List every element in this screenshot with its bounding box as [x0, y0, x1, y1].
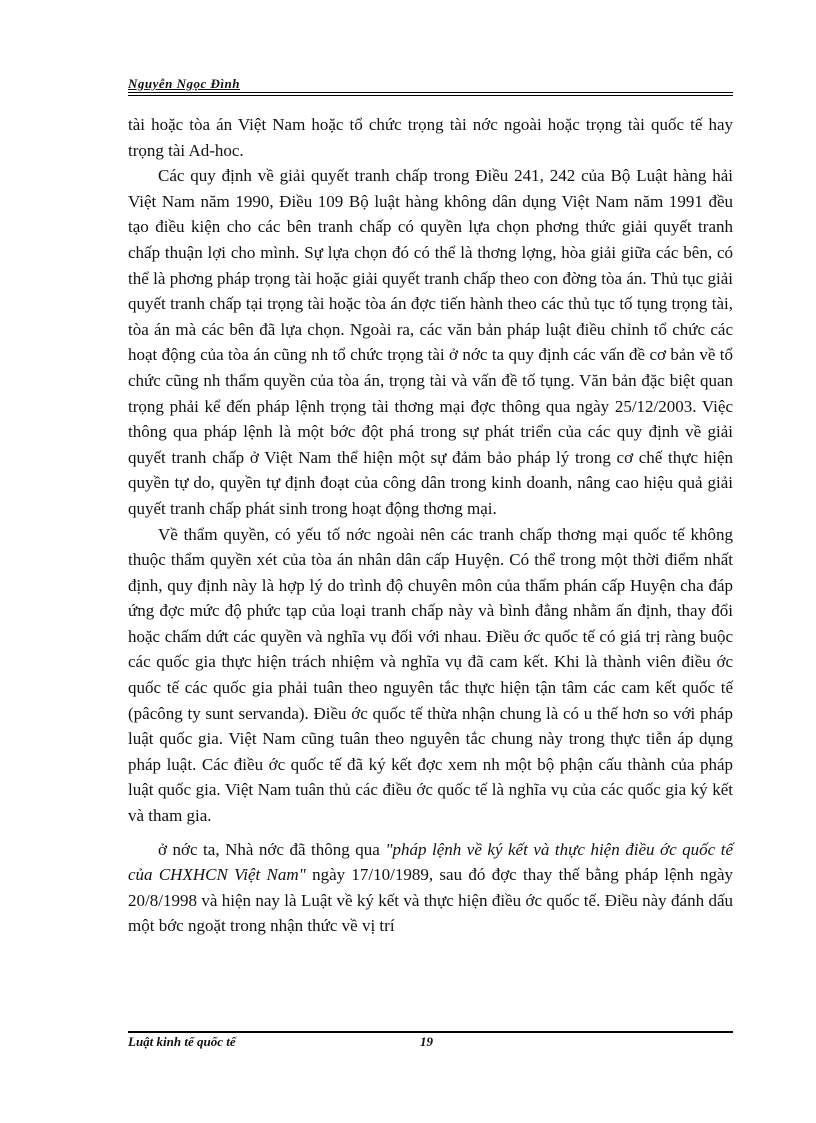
- paragraph-2: Các quy định về giải quyết tranh chấp trong Điều 241, 242 của Bộ Luật hàng hải Việt Nam năm 1990, Điều 109 Bộ luật hàng không dân dụng Việt Nam năm 1991 đều tạo điều kiện cho các bên tranh chấp có quyền lựa chọn phơng thức giải quyết tranh chấp thuận lợi cho mình. Sự lựa chọn đó có thể là thơng lợng, hòa giải giữa các bên, có thể là phơng pháp trọng tài hoặc giải quyết tranh chấp theo con đờng tòa án. Thủ tục giải quyết tranh chấp tại trọng tài hoặc tòa án đợc tiến hành theo các thủ tục tố tụng trọng tài, tòa án mà các bên đã lựa chọn. Ngoài ra, các văn bản pháp luật điều chỉnh tổ chức các hoạt động của tòa án cũng nh tổ chức trọng tài ở nớc ta quy định các vấn đề cơ bản về tổ chức cũng nh thẩm quyền của tòa án, trọng tài và vấn đề tố tụng. Văn bản đặc biệt quan trọng phải kể đến pháp lệnh trọng tài thơng mại đợc thông qua ngày 25/12/2003. Việc thông qua pháp lệnh là một bớc đột phá trong sự phát triển của các quy định về giải quyết tranh chấp ở Việt Nam thể hiện một sự đảm bảo pháp lý trong cơ chế thực hiện quyền tự do, quyền tự định đoạt của công dân trong kinh doanh, nâng cao hiệu quả giải quyết tranh chấp phát sinh trong hoạt động thơng mại.: [128, 166, 733, 518]
- paragraph-4-pre: ở nớc ta, Nhà nớc đã thông qua: [158, 839, 386, 859]
- paragraph-4-quote: "pháp lệnh về ký kết và thực hiện điều ớc quốc tế của CHXHCN Việt Nam": [128, 839, 733, 885]
- page-number: 19: [420, 1034, 433, 1049]
- paragraph-4: [128, 837, 733, 939]
- paragraph-3: Về thẩm quyền, có yếu tố nớc ngoài nên các tranh chấp thơng mại quốc tế không thuộc thẩm quyền xét của tòa án nhân dân cấp Huyện. Có thể trong một thời điểm nhất định, quy định này là hợp lý do trình độ chuyên môn của thẩm phán cấp Huyện cha đáp ứng đợc mức độ phức tạp của loại tranh chấp này và bình đẳng nhằm ấn định, thay đổi hoặc chấm dứt các quyền và nghĩa vụ đối với nhau. Điều ớc quốc tế có giá trị ràng buộc các quốc gia thực hiện trách nhiệm và nghĩa vụ đã cam kết. Khi là thành viên điều ớc quốc tế các quốc gia phải tuân theo nguyên tắc thực hiện tận tâm các cam kết quốc tế (pâcông ty sunt servanda). Điều ớc quốc tế thừa nhận chung là có u thế hơn so với pháp luật quốc gia. Việt Nam cũng tuân theo nguyên tắc chung này trong thực tiễn áp dụng pháp luật. Các điều ớc quốc tế đã ký kết đợc xem nh một bộ phận cấu thành của pháp luật quốc gia. Việt Nam tuân thủ các điều ớc quốc tế là nghĩa vụ của các quốc gia ký kết và tham gia.: [128, 524, 733, 826]
- document-body: [128, 112, 733, 939]
- page-header: [128, 76, 733, 94]
- paragraph-1: tài hoặc tòa án Việt Nam hoặc tổ chức trọng tài nớc ngoài hoặc trọng tài quốc tế hay trọng tài Ad-hoc.: [128, 115, 733, 160]
- page-footer: [128, 1034, 733, 1054]
- footer-rule: [128, 1031, 733, 1033]
- paragraph-4-post: ngày 17/10/1989, sau đó đợc thay thế bằng pháp lệnh ngày 20/8/1998 và hiện nay là Luật về ký kết và thực hiện điều ớc quốc tế. Điều này đánh dấu một bớc ngoặt trong nhận thức về vị trí: [128, 865, 733, 936]
- header-author: Nguyễn Ngọc Đình: [128, 76, 241, 91]
- header-rule-secondary: [128, 95, 733, 96]
- footer-title: Luật kinh tế quốc tế: [128, 1034, 236, 1049]
- header-rule: [128, 92, 733, 93]
